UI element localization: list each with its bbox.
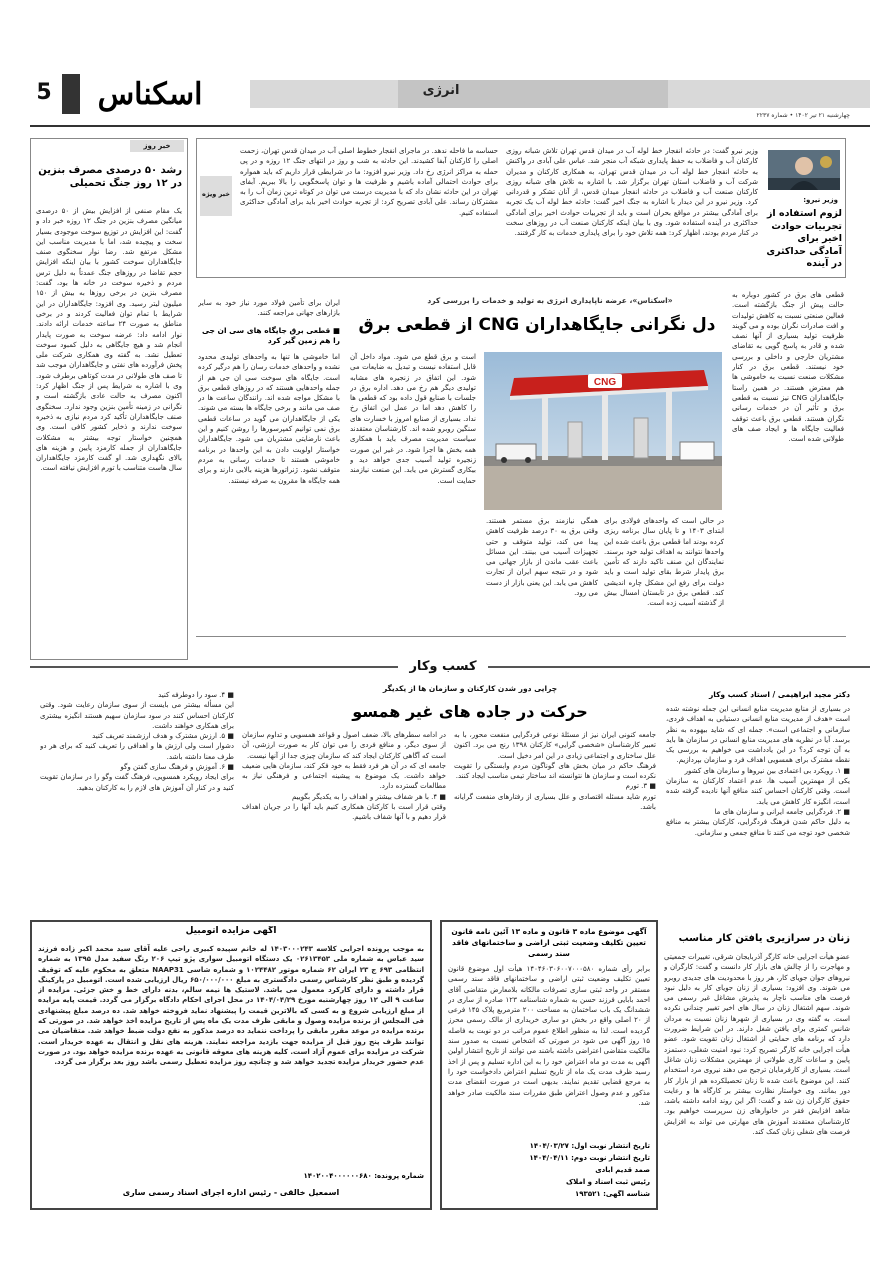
careers-body: عضو هیأت اجرایی خانه کارگر آذربایجان شرقی، تغییرات جمعیتی و مهاجرت را از چالش های بازار کار دانست و گفت: کارگران و نیروهای جوان جویای کار، هر روز با محدودیت های جدیدی روبرو می شوند. وی افزود: بسیاری از زنان جویای کار به دلیل نبود فرصت های مناسب ناچار به پذیرش مشاغل غیر رسمی می شوند. سهم اشتغال زنان در سال های اخیر تغییر چندانی نکرده است. به گفته وی در بسیاری از شهرها زنان نسبت به مردان شانس کمتری برای یافتن شغل دارند. در این شرایط ضرورت دارد که برنامه های حمایتی از اشتغال زنان تقویت شود. عضو هیأت اجرایی خانه کارگر تصریح کرد: نبود امنیت شغلی، دستمزد پایین و ساعات کاری طولانی از مهمترین مشکلات زنان شاغل است. بسیاری از کارفرمایان ترجیح می دهند نیروی مرد استخدام کنند. این موضوع باعث شده تا زنان تحصیلکرده هم از بازار کار دور بمانند. وی خواستار نظارت بیشتر بر کارگاه ها و رعایت حقوق کارگران زن شد و گفت: اگر این روند ادامه داشته باشد، شاهد افزایش فقر در خانوارهای زن سرپرست خواهیم بود. کارشناسان معتقدند آموزش های مهارتی می تواند به افزایش فرصت های شغلی زنان کمک کند. xyxy=(664,953,850,1137)
ad-law-date1: تاریخ انتشار نوبت اول: ۱۴۰۴/۰۳/۲۷ xyxy=(529,1142,650,1150)
page-number: 5 xyxy=(36,80,52,105)
masthead-rule xyxy=(30,125,870,127)
business-title: حرکت در جاده های غیر همسو xyxy=(352,702,588,721)
minister-portrait-image xyxy=(768,150,840,190)
cng-col-f: اما خاموشی ها تنها به واحدهای تولیدی محدود نشده و واحدهای خدمات رسان را هم درگیر کرده است. جایگاه های سوخت سی ان جی هم از جمله واحدهایی هستند که در روزهای قطعی برق با مشکل مواجه شده اند. رانندگان ساعت ها در صف می مانند و برخی جایگاه ها بسته می شوند. یکی از جایگاهداران می گوید در ساعات قطعی برق نمی توانیم کمپرسورها را روشن کنیم و این باعث نارضایتی مشتریان می شود. جایگاهداران خواستار اولویت دادن به این واحدها در برنامه خاموشی هستند تا خدمات رسانی به مردم متوقف نشود. ژنراتورها هزینه بالایی دارند و برای همه جایگاه ها مقرون به صرفه نیستند. xyxy=(198,353,340,485)
fuel-title: رشد ۵۰ درصدی مصرف بنزین در ۱۲ روز جنگ تحمیلی xyxy=(38,165,182,189)
business-kicker: چرایی دور شدن کارکنان و سازمان ها از یکدیگر xyxy=(382,684,558,693)
cng-station-illustration xyxy=(484,352,722,510)
business-col4: ■ ۴. سود را دوطرفه کنید این مسأله بیشتر می بایست از سوی سازمان رعایت شود. وقتی کارکنان احساس کنند در سود سازمان سهیم هستند انگیزه بیشتری برای همکاری خواهند داشت. ■ ۵. ارزش مشترک و هدف ارزشمند تعریف کنید دشوار است ولی ارزش ها و اهدافی را تعریف کنید که برای هر دو طرف معنا داشته باشد. ■ ۶. آموزش و فرهنگ سازی گفتن وگو برای ایجاد رویکرد همسویی، فرهنگ گفت وگو را در سازمان تقویت کنید و در کنار آن آموزش های لازم را به کارکنان بدهید. xyxy=(40,691,234,792)
cng-col-e: ایران برای تأمین فولاد مورد نیاز خود به سایر بازارهای جهانی مراجعه کنند. xyxy=(198,299,340,318)
cng-kicker: «اسکناس»، عرضه ناپایداری انرژی به تولید و خدمات را بررسی کرد xyxy=(427,296,673,305)
minister-side-label: خبر ویژه xyxy=(200,176,232,216)
minister-col1: وزیر نیرو گفت: در حادثه انفجار خط لوله آب در میدان قدس تهران تلاش شبانه روزی کارکنان آب و فاضلاب به حفظ پایداری شبکه آب منجر شد. عباس علی آبادی در واکنش به حادثه انفجار خط لوله آب در میدان قدس تهران، به همکاری کارکنان و مدیران شرکت آب و فاضلاب استان تهران برگزار شد. با اشاره به تلاش های شبانه روزی کارکنان صنعت آب و فاضلاب در حادثه انفجار میدان قدس، از آنان تشکر و قدردانی کرد. وزیر نیرو در این دیدار با اشاره به جنگ اخیر گفت: حادثه خط لوله آب یک تجربه برای آمادگی بیشتر در مواقع بحران است و باید از تجربیات حوادث اخیر برای آمادگی حداکثری در آینده استفاده شود. وی با بیان اینکه کارکنان صنعت آب در روزهای سخت در کنار مردم بودند، اظهار کرد: همه تلاش خود را برای پایداری خدمات به کار گرفتند. xyxy=(506,147,758,238)
minister-kicker: وزیر نیرو: xyxy=(803,196,838,204)
cng-subhead: ■ قطعی برق جایگاه های سی ان جی را هم زمین گیر کرد xyxy=(201,326,340,345)
cng-col-b: در حالی است که واحدهای فولادی برای ابتدای ۱۴۰۳ و تا پایان سال برنامه ریزی کرده بودند اما قطعی برق باعث شده این واحدها نتوانند به اهداف تولید خود برسند. نمایندگان این صنف تاکید دارند که تأمین برق پایدار شرط بقای تولید است و باید دولت برای رفع این مشکل چاره اندیشی کند. قطعی برق در تابستان امسال بیش از گذشته آسیب زده است. xyxy=(604,517,724,608)
logo: اسکناس xyxy=(97,77,203,112)
ad-auction-body: به موجب پرونده اجرایی کلاسه ۱۴۰۳۰۰۰۲۴۳ له خانم سپیده کبیری راحی علیه آقای سید محمد اکبر زاده فرزند سید عباس به شماره ملی ۰۲۶۱۳۴۵۳ یک دستگاه اتومبیل سواری پژو تیپ ۲۰۶ رنگ سفید مدل ۱۳۹۵ به شماره انتظامی ۶۹۳ ج ۲۳ ایران ۶۲ شماره موتور ۱۰۲۴۴۸۲ و شماره شاسی NAAP31 متعلق به محکوم علیه که توقیف گردیده و طبق نظر کارشناس رسمی دادگستری به مبلغ ۶۵۰/۰۰۰/۰۰۰ ریال ارزیابی شده است. اتومبیل در پارکینگ قرار داشته و دارای کارکرد معمول می باشد. لاستیک ها نیمه سالم، بدنه دارای خط و خش جزئی. مزایده از ساعت ۹ الی ۱۲ روز چهارشنبه مورخ ۱۴۰۴/۰۴/۲۹ در محل اجرای احکام دادگاه برگزار می گردد. قیمت پایه مزایده از مبلغ ارزیابی شروع و به کسی که بالاترین قیمت را پیشنهاد نماید فروخته خواهد شد. ده درصد مبلغ پیشنهادی فی المجلس از برنده مزایده وصول و مابقی ظرف مدت یک ماه پس از تاریخ مزایده اخذ خواهد شد. در صورتی که برنده مزایده در موعد مقرر مابقی را پرداخت ننماید ده درصد مذکور به نفع دولت ضبط خواهد شد. متقاضیان می توانند ظرف پنج روز قبل از مزایده جهت بازدید مراجعه نمایند. هزینه های نقل و انتقال به عهده خریدار است. شرکت در مزایده برای عموم آزاد است. کلیه هزینه های معوقه قانونی به عهده برنده مزایده خواهد بود. در صورت عدم حضور خریدار مزایده تجدید خواهد شد و چنانچه روز مزایده تعطیل رسمی باشد روز بعد برگزار می گردد. xyxy=(38,945,424,1067)
ad-law-body: برابر رأی شماره ۱۴۰۴۶۰۳۰۶۰۰۷۰۰۰۵۸۰ هیأت اول موضوع قانون تعیین تکلیف وضعیت ثبتی اراضی و ساختمانهای فاقد سند رسمی مستقر در واحد ثبتی ساری تصرفات مالکانه بلامعارض متقاضی آقای احمد بابایی فرزند حسن به شماره شناسنامه ۱۲۳ صادره از ساری در ششدانگ یک باب ساختمان به مساحت ۲۰۰ مترمربع پلاک ۱۴۵ فرعی از ۲۰ اصلی واقع در بخش دو ساری خریداری از مالک رسمی محرز گردیده است. لذا به منظور اطلاع عموم مراتب در دو نوبت به فاصله ۱۵ روز آگهی می شود در صورتی که اشخاص نسبت به صدور سند مالکیت متقاضی اعتراضی داشته باشند می توانند از تاریخ انتشار اولین آگهی به مدت دو ماه اعتراض خود را به این اداره تسلیم و پس از اخذ رسید ظرف مدت یک ماه از تاریخ تسلیم اعتراض دادخواست خود را به مرجع قضایی تقدیم نمایند. بدیهی است در صورت انقضای مدت مذکور و عدم وصول اعتراض طبق مقررات سند مالکیت صادر خواهد شد. xyxy=(448,965,650,1107)
ad-auction-title: آگهی مزایده اتومبیل xyxy=(185,926,277,936)
minister-photo xyxy=(768,150,840,190)
section-title: انرژی xyxy=(422,83,460,98)
cng-col-d: است و برق قطع می شود. مواد داخل آن قابل استفاده نیست و تبدیل به ضایعات می شود. این اتفاق در زنجیره های مشابه تولیدی دیگر هم رخ می دهد. اداره برق در جلسات با صنایع قول داده بود که قطعی ها را کاهش دهد اما در عمل این اتفاق رخ نداد. بسیاری از صنایع امروز با خسارت های سنگین روبرو شده اند. کارشناسان معتقدند سیاست مدیریت مصرف باید با همکاری همه بخش ها اجرا شود. در غیر این صورت زنجیره تولید آسیب جدی خواهد دید و بیکاری گسترش می یابد. این صنعت نیازمند حمایت است. xyxy=(350,353,476,485)
ad-law-id: شناسه آگهی: ۱۹۳۵۲۱ xyxy=(575,1190,650,1198)
ad-law-date2: تاریخ انتشار نوبت دوم: ۱۴۰۴/۰۴/۱۱ xyxy=(529,1154,650,1162)
cng-sign-text: CNG xyxy=(593,377,617,388)
date-line: چهارشنبه ۲۱ تیر ۱۴۰۲ • شماره ۲۲۳۷ xyxy=(756,112,850,119)
masthead xyxy=(0,58,896,120)
ad-law-signer-title: رئیس ثبت اسناد و املاک xyxy=(566,1178,650,1186)
minister-title: لزوم استفاده از تجربیات حوادث اخیر برای آمادگی حداکثری در آینده xyxy=(766,208,842,269)
business-col1: در بسیاری از منابع مدیریت منابع انسانی این جمله نوشته شده است «هدف از مدیریت منابع انسانی دستیابی به اهداف فردی، سازمانی و اجتماعی است». جمله ای که شاید بیهوده به نظر برسد. آیا در نظریه های مدیریت منابع انسانی در سازمان ها باید به آن توجه کرد؟ در این یادداشت می خواهیم به بررسی یک نقطه مشترک برای همسویی اهداف فرد و سازمان بپردازیم. ■ ۱. رویکرد بی اعتمادی بین نیروها و سازمان های کشور یکی از مهمترین آسیب ها، عدم اعتماد کارکنان به سازمان است. وقتی کارکنان احساس کنند منافع آنها نادیده گرفته شده است، انگیزه کار کاهش می یابد. ■ ۲. فردگرایی جامعه ایرانی و سازمان های ما به دلیل حاکم شدن فرهنگ فردگرایی، کارکنان بیشتر به منافع شخصی خود توجه می کنند تا منافع جمعی و سازمانی. xyxy=(666,705,850,837)
cng-col-c: همگی نیازمند برق مستمر هستند. وقتی برق به ۳۰ درصد ظرفیت کاهش پیدا می کند، تولید متوقف و حتی تجهیزات آسیب می بینند. این مسائل باعث عقب ماندن از بازار جهانی می شود و در نتیجه سهم ایران از تجارت کاهش می یابد. این یعنی بازار از دست می رود. xyxy=(486,517,598,598)
cng-title: دل نگرانی جایگاهداران CNG از قطعی برق xyxy=(358,315,716,335)
business-col2: جامعه کنونی ایران نیز از مسئلهٔ نوعی فردگرایی منفعت محور، با به تعبیر کارشناسان «شخصی گرایی» کارکنان ۱۳۹۸ رنج می برد. اکنون علل ساختاری و اجتماعی زیادی در این امر دخیل است. فرهنگ حاکم در میان بخش های گوناگون مردم وابستگی را تقویت نکرده است و سازمان ها نتوانسته اند ساختار تیمی مناسب ایجاد کنند. ■ ۳. تورم تورم شاید مسئله اقتصادی و علل بسیاری از رفتارهای منفعت گرایانه باشد. xyxy=(454,731,656,812)
fuel-body: یک مقام صنفی از افزایش بیش از ۵۰ درصدی میانگین مصرف بنزین در جنگ ۱۲ روزه خبر داد و گفت: این افزایش در توزیع سوخت موجودی بسیار سخت و پیچیده شد، اما با مدیریت مناسب این مشکل مرتفع شد. رضا نوار سخنگوی صنف جایگاهداران سوخت کشور با بیان اینکه افزایش حجم تقاضا در روزهای جنگ عمدتاً به دلیل ترس مردم و ذخیره سوخت در خانه ها بود، گفت: مصرف بنزین در برخی روزها به بیش از ۱۵۰ میلیون لیتر رسید. وی افزود: جایگاهداران در این شرایط با تمام توان فعالیت کردند و در برخی مناطق به صورت ۲۴ ساعته خدمات ارائه دادند. نوار ادامه داد: عرضه سوخت به صورت پایدار انجام شد و هیچ جایگاهی به دلیل کمبود سوخت تعطیل نشد. به گفته وی همکاری شرکت ملی پخش فرآورده های نفتی و جایگاهداران موجب شد تا صف های طولانی در مدت کوتاهی برطرف شود. وی با اشاره به شرایط پس از جنگ اظهار کرد: اکنون مصرف به حالت عادی بازگشته است و نگرانی در زمینه تأمین بنزین وجود ندارد. سخنگوی صنف جایگاهداران تأکید کرد مردم نیازی به ذخیره سوخت ندارند و ذخایر کشور کافی است. وی همچنین خواستار توجه بیشتر به مشکلات جایگاهداران از جمله کارمزد پایین و هزینه های بالای نگهداری شد. او گفت کارمزد جایگاهداران سال هاست متناسب با تورم افزایش نیافته است. xyxy=(36,207,182,473)
business-col3: در ادامه سطرهای بالا، ضعف اصول و قواعد همسویی و تداوم سازمان از سوی دیگر، و منافع فردی را می توان کار به صورت ارزشی، آن است که آگاهی کارکنان ایجاد کند که سازمان چیزی جدا از آنها نیست. جامعه ای که در آن هر فرد فقط به خود فکر کند، سازمان هایی ضعیف خواهد داشت. یک موضوع به پیشینه اجتماعی و فرهنگی نیاز به مطالعات گسترده دارد. ■ ۴. با هر شفاف بیشتر و اهداف را به یکدیگر بگوییم وقتی قرار است با کارکنان همکاری کنیم باید آنها را در جریان اهداف قرار دهیم و با آنها شفاف باشیم. xyxy=(242,731,446,822)
business-author: دکتر مجید ابراهیمی / استاد کسب وکار xyxy=(708,690,850,699)
minister-col2: حساسه ما فاحله ندهد. در ماجرای انفجار خطوط اصلی آب در میدان قدس تهران، زحمت اصلی را کارکنان آبفا کشیدند. این حادثه به شب و روز در انتهای جنگ ۱۲ روزه و در پی حمله به مراکز انرژی رخ داد. وزیر نیرو افزود: ما در شرایطی قرار داریم که باید همواره برای حوادث احتمالی آماده باشیم و ظرفیت ها و توان پاسخگویی را بالا ببریم. آبفای تهران در این حادثه نشان داد که با مدیریت درست می توان در کوتاه ترین زمان آب را به مشترکان رساند. علی آبادی تصریح کرد: از تجربه حوادث اخیر باید برای آمادگی حداکثری استفاده کنیم. xyxy=(240,147,498,217)
careers-title: زنان در سرازیری یافتن کار مناسب xyxy=(678,933,850,944)
ad-auction-signer: اسمعیل خالقی - رئیس اداره اجرای اسناد رسمی ساری xyxy=(122,1188,340,1197)
cng-intro: قطعی های برق در کشور دوباره به حالت پیش از جنگ بازگشته است. فعالین صنعتی نسبت به کاهش تولیدات و افت صادرات نگران بوده و می گویند ظرفیت تولید بسیاری از آنها نصف شده و قادر به پاسخ گویی به تقاضای مشتریان خارجی و داخلی و بررسی خود نیستند. قطعی برق در کنار مشکلات صنعت نسبت به خاموشی ها هم معترض هستند. در همین راستا جایگاهداران CNG نیز نسبت به قطعی برق و تأثیر آن در خدمات رسانی نگران هستند. قطعی برق باعث توقف فعالیت جایگاه ها و ایجاد صف های طولانی شده است. xyxy=(732,291,844,444)
cng-bottom-rule xyxy=(196,636,846,637)
logo-strip xyxy=(62,74,80,114)
cng-station-image xyxy=(484,352,722,510)
fuel-label: خبر روز xyxy=(130,140,184,152)
ad-law-signer: صمد قدیم آبادی xyxy=(595,1166,650,1174)
business-section-title: کسب وکار xyxy=(398,656,488,678)
ad-auction-id: شماره پرونده: ۱۴۰۲۰۰۴۰۰۰۰۰۰۶۸۰ xyxy=(303,1172,424,1180)
ad-law-title: آگهی موضوع ماده ۳ قانون و ماده ۱۳ آئین نامه قانون تعیین تکلیف وضعیت ثبتی اراضی و ساختمانهای فاقد سند رسمی xyxy=(451,927,647,958)
